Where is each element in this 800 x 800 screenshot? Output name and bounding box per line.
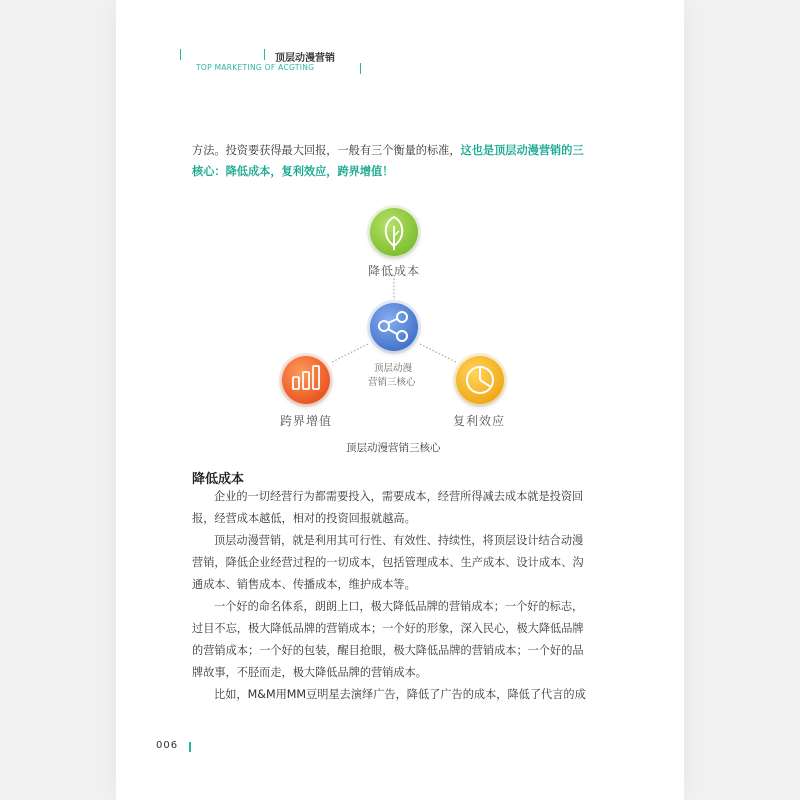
intro-text-highlight: 这也是顶层动漫营销的三 (460, 144, 584, 157)
diagram-label-center-1: 顶层动漫 (374, 363, 413, 374)
body-line: 营销，降低企业经营过程的一切成本，包括管理成本、生产成本、设计成本、沟 (192, 556, 584, 569)
running-header-title: 顶层动漫营销 (275, 53, 335, 64)
pie-chart-icon (453, 353, 507, 407)
section-heading: 降低成本 (192, 472, 245, 487)
connector-line (332, 344, 368, 362)
body-line: 过目不忘，极大降低品牌的营销成本；一个好的形象，深入民心，极大降低品牌 (192, 622, 584, 635)
body-line: 顶层动漫营销，就是利用其可行性、有效性、持续性，将顶层设计结合动漫 (214, 534, 584, 547)
diagram-label-center-2: 营销三核心 (368, 377, 416, 388)
connector-line (420, 344, 456, 362)
intro-text-plain: 方法。投资要获得最大回报，一般有三个衡量的标准， (192, 144, 461, 157)
body-line: 报，经营成本越低，相对的投资回报就越高。 (192, 512, 416, 525)
body-line: 牌故事，不胫而走，极大降低品牌的营销成本。 (192, 666, 427, 679)
body-line: 的营销成本；一个好的包装，醒目抢眼，极大降低品牌的营销成本；一个好的品 (192, 644, 584, 657)
diagram-label-right: 复利效应 (453, 414, 506, 428)
diagram-label-top: 降低成本 (368, 264, 421, 278)
diagram-label-left: 跨界增值 (280, 414, 333, 428)
page-number-bar (189, 742, 191, 752)
bar-chart-icon (279, 353, 333, 407)
share-network-icon (367, 300, 421, 354)
running-header-subtitle: TOP MARKETING OF ACGTING (196, 63, 315, 72)
page-number: 006 (156, 740, 179, 751)
body-line: 通成本、销售成本、传播成本，维护成本等。 (192, 578, 416, 591)
leaf-icon (367, 205, 421, 259)
body-line: 比如，M&M用MM豆明星去演绎广告，降低了广告的成本，降低了代言的成 (214, 688, 586, 701)
body-line: 企业的一切经营行为都需要投入，需要成本，经营所得减去成本就是投资回 (214, 490, 584, 503)
diagram-caption: 顶层动漫营销三核心 (346, 442, 441, 454)
intro-line-2: 核心：降低成本，复利效应，跨界增值！ (192, 165, 394, 178)
body-line: 一个好的命名体系，朗朗上口，极大降低品牌的营销成本；一个好的标志， (214, 600, 584, 613)
core-diagram (116, 0, 684, 470)
book-page (116, 0, 684, 800)
